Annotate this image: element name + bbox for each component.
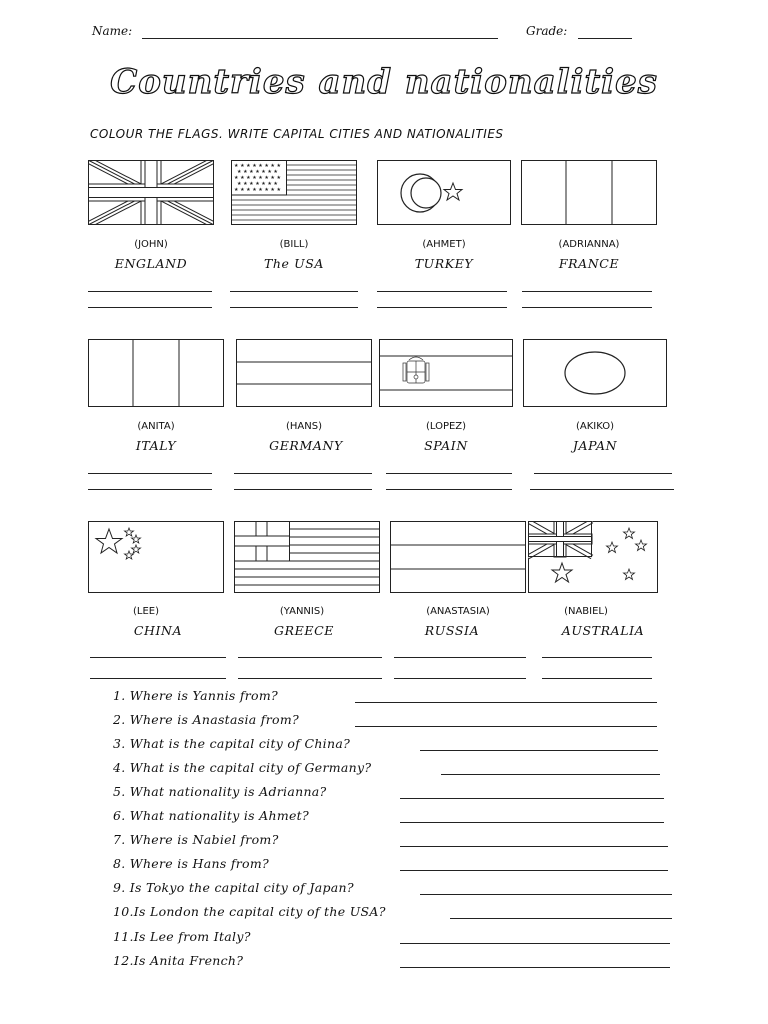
russia-flag-icon <box>390 521 526 593</box>
greece-flag-icon <box>234 521 380 593</box>
usa-flag-icon <box>231 160 357 225</box>
instruction-text: COLOUR THE FLAGS. WRITE CAPITAL CITIES AND NATIONALITIES <box>90 127 504 141</box>
person-name: (BILL) <box>279 239 309 250</box>
page-title: Countries and nationalities <box>110 62 658 102</box>
svg-text:★ ★ ★ ★ ★ ★ ★ ★: ★ ★ ★ ★ ★ ★ ★ ★ <box>234 187 281 193</box>
question-text: 1. Where is Yannis from? <box>113 688 279 703</box>
question-answer-line[interactable] <box>420 750 658 751</box>
question-answer-line[interactable] <box>400 870 668 871</box>
person-name: (ADRIANNA) <box>558 239 620 250</box>
turkey-flag-icon <box>377 160 511 225</box>
question-text: 6. What nationality is Ahmet? <box>113 808 309 823</box>
person-name: (HANS) <box>286 421 322 432</box>
union-jack-flag-icon <box>88 160 214 225</box>
question-text: 7. Where is Nabiel from? <box>113 832 279 847</box>
svg-text:★ ★ ★ ★ ★ ★ ★ ★: ★ ★ ★ ★ ★ ★ ★ ★ <box>234 163 281 169</box>
answer-line[interactable] <box>377 307 507 308</box>
answer-line[interactable] <box>522 291 652 292</box>
country-name: FRANCE <box>558 256 620 271</box>
china-flag-icon <box>88 521 224 593</box>
question-text: 5. What nationality is Adrianna? <box>113 784 327 799</box>
spain-flag-icon <box>379 339 513 407</box>
question-text: 2. Where is Anastasia from? <box>113 712 299 727</box>
answer-line[interactable] <box>534 473 672 474</box>
japan-flag-icon <box>523 339 667 407</box>
question-text: 4. What is the capital city of Germany? <box>113 760 372 775</box>
answer-line[interactable] <box>88 489 212 490</box>
answer-line[interactable] <box>88 473 212 474</box>
question-answer-line[interactable] <box>400 846 668 847</box>
answer-line[interactable] <box>530 489 674 490</box>
country-name: SPAIN <box>424 438 468 453</box>
person-name: (ANASTASIA) <box>426 606 490 617</box>
question-answer-line[interactable] <box>355 726 657 727</box>
svg-text:★ ★ ★ ★ ★ ★ ★: ★ ★ ★ ★ ★ ★ ★ <box>237 181 278 187</box>
country-name: TURKEY <box>414 256 474 271</box>
answer-line[interactable] <box>542 678 652 679</box>
answer-line[interactable] <box>234 473 372 474</box>
person-name: (JOHN) <box>134 239 168 250</box>
answer-line[interactable] <box>238 657 382 658</box>
person-name: (LEE) <box>132 606 159 617</box>
answer-line[interactable] <box>522 307 652 308</box>
country-name: ITALY <box>135 438 177 453</box>
answer-line[interactable] <box>230 307 358 308</box>
person-name: (NABIEL) <box>564 606 608 617</box>
country-name: The USA <box>263 256 325 271</box>
grade-label: Grade: <box>526 24 568 38</box>
name-line[interactable] <box>142 38 498 39</box>
question-text: 10.Is London the capital city of the USA? <box>113 904 386 919</box>
country-name: CHINA <box>133 623 183 638</box>
italy-flag-icon <box>88 339 224 407</box>
question-answer-line[interactable] <box>441 774 660 775</box>
answer-line[interactable] <box>394 657 526 658</box>
person-name: (AHMET) <box>422 239 466 250</box>
question-answer-line[interactable] <box>400 798 664 799</box>
answer-line[interactable] <box>386 489 512 490</box>
answer-line[interactable] <box>234 489 372 490</box>
person-name: (LOPEZ) <box>425 421 467 432</box>
answer-line[interactable] <box>394 678 526 679</box>
question-text: 9. Is Tokyo the capital city of Japan? <box>113 880 354 895</box>
answer-line[interactable] <box>386 473 512 474</box>
person-name: (AKIKO) <box>575 421 615 432</box>
country-name: ENGLAND <box>114 256 188 271</box>
answer-line[interactable] <box>238 678 382 679</box>
france-flag-icon <box>521 160 657 225</box>
svg-text:★ ★ ★ ★ ★ ★ ★ ★: ★ ★ ★ ★ ★ ★ ★ ★ <box>234 175 281 181</box>
question-answer-line[interactable] <box>400 967 670 968</box>
question-answer-line[interactable] <box>400 822 664 823</box>
question-answer-line[interactable] <box>450 918 672 919</box>
answer-line[interactable] <box>230 291 358 292</box>
question-answer-line[interactable] <box>420 894 672 895</box>
country-name: RUSSIA <box>424 623 480 638</box>
answer-line[interactable] <box>542 657 652 658</box>
question-text: 11.Is Lee from Italy? <box>113 929 251 944</box>
answer-line[interactable] <box>88 291 212 292</box>
grade-line[interactable] <box>578 38 632 39</box>
question-answer-line[interactable] <box>400 943 670 944</box>
question-answer-line[interactable] <box>355 702 657 703</box>
answer-line[interactable] <box>88 307 212 308</box>
name-label: Name: <box>92 24 133 38</box>
question-text: 3. What is the capital city of China? <box>113 736 351 751</box>
country-name: AUSTRALIA <box>561 623 645 638</box>
person-name: (YANNIS) <box>279 606 325 617</box>
country-name: GREECE <box>274 623 334 638</box>
australia-flag-icon <box>528 521 658 593</box>
answer-line[interactable] <box>377 291 507 292</box>
country-name: GERMANY <box>269 438 343 453</box>
answer-line[interactable] <box>90 678 226 679</box>
question-text: 8. Where is Hans from? <box>113 856 270 871</box>
question-text: 12.Is Anita French? <box>113 953 244 968</box>
germany-flag-icon <box>236 339 372 407</box>
answer-line[interactable] <box>90 657 226 658</box>
country-name: JAPAN <box>572 438 618 453</box>
person-name: (ANITA) <box>137 421 175 432</box>
svg-text:★ ★ ★ ★ ★ ★ ★: ★ ★ ★ ★ ★ ★ ★ <box>237 169 278 175</box>
